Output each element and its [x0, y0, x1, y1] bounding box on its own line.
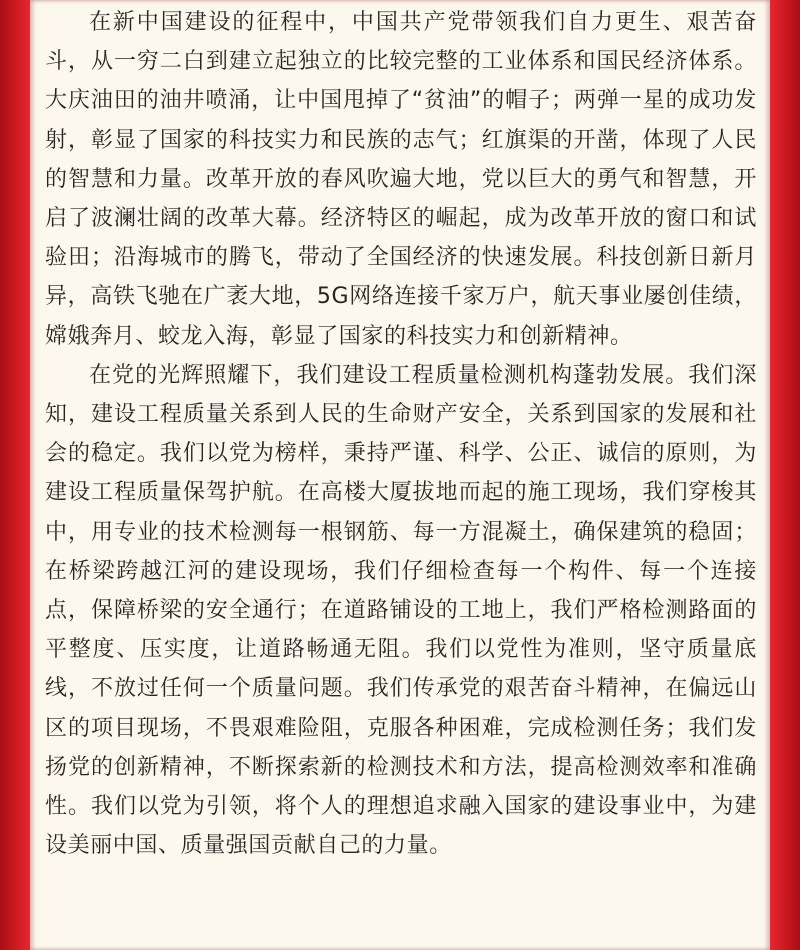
paper-panel: [30, 0, 770, 950]
paragraph-2: 在党的光辉照耀下，我们建设工程质量检测机构蓬勃发展。我们深知，建设工程质量关系到人民的生命财产安全，关系到国家的发展和社会的稳定。我们以党为榜样，秉持严谨、科学、公正、诚信的原则，为建设工程质量保驾护航。在高楼大厦拔地而起的施工现场，我们穿梭其中，用专业的技术检测每一根钢筋、每一方混凝土，确保建筑的稳固；在桥梁跨越江河的建设现场，我们仔细检查每一个构件、每一个连接点，保障桥梁的安全通行；在道路铺设的工地上，我们严格检测路面的平整度、压实度，让道路畅通无阻。我们以党性为准则，坚守质量底线，不放过任何一个质量问题。我们传承党的艰苦奋斗精神，在偏远山区的项目现场，不畏艰难险阻，克服各种困难，完成检测任务；我们发扬党的创新精神，不断探索新的检测技术和方法，提高检测效率和准确性。我们以党为引领，将个人的理想追求融入国家的建设事业中，为建设美丽中国、质量强国贡献自己的力量。: [45, 362, 757, 859]
left-red-border: [0, 0, 30, 950]
right-red-border: [770, 0, 800, 950]
article-body: [45, 3, 757, 865]
paragraph-1: 在新中国建设的征程中，中国共产党带领我们自力更生、艰苦奋斗，从一穷二白到建立起独立的比较完整的工业体系和国民经济体系。大庆油田的油井喷涌，让中国甩掉了“贫油”的帽子；两弹一星的成功发射，彰显了国家的科技实力和民族的志气；红旗渠的开凿，体现了人民的智慧和力量。改革开放的春风吹遍大地，党以巨大的勇气和智慧，开启了波澜壮阔的改革大幕。经济特区的崛起，成为改革开放的窗口和试验田；沿海城市的腾飞，带动了全国经济的快速发展。科技创新日新月异，高铁飞驰在广袤大地，5G网络连接千家万户，航天事业屡创佳绩，嫦娥奔月、蛟龙入海，彰显了国家的科技实力和创新精神。: [45, 10, 757, 349]
